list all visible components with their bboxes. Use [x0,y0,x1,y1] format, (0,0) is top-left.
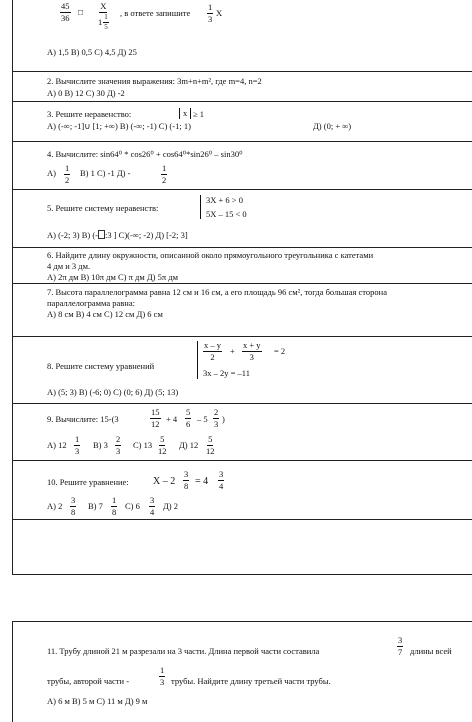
fraction: X 1 1 5 [98,1,108,31]
answers: А) (-2; 3) В) (- :3 ] С)(-∞; -2) Д) [-2; 3] [47,230,188,240]
question-text-line-1: 6. Найдите длину окружности, описанной около прямоугольного треугольника с катетами [47,250,374,260]
question-text-line-2: 4 дм и 3 дм. [47,261,91,271]
system-brace [200,195,205,219]
table-empty-space [13,520,472,575]
answers: А) (-∞; -1]∪ [1; +∞) В) (-∞; -1) С) (-1; 1) [47,121,191,131]
fraction: 3 8 [184,469,189,491]
box-placeholder [98,230,105,239]
fraction: x – y 2 [204,340,221,362]
question-text: 9. Вычислите: 15-(3 [47,414,119,424]
question-text-line-2: параллелограмма равна: [47,298,135,308]
close-paren: ) [222,414,225,424]
variable: X [216,8,223,18]
question-text: 5. Решите систему неравенств: [47,203,159,213]
answer-d: Д) (0; + ∞) [313,121,352,131]
modulus: x [179,108,191,119]
fraction: 3 4 [219,469,224,491]
fraction: 3 4 [150,495,155,517]
system-brace [197,341,202,379]
inequality-rhs: ≥ 1 [193,109,205,119]
question-text: 4. Вычислите: sin64⁰ * cos26⁰ + cos64⁰*sin26⁰ – sin30⁰ [47,149,243,159]
answers: А) 8 см В) 4 см С) 12 см Д) 6 см [47,309,163,319]
equation-1-rhs: = 2 [274,346,286,356]
answer-d: Д) 12 [179,440,199,450]
inequality-2: 5X – 15 < 0 [206,209,247,219]
instruction: , в ответе запишите [120,8,191,18]
operator: + 4 [166,414,178,424]
question-1 [13,0,472,72]
question-text: 10. Решите уравнение: [47,477,129,487]
question-5 [13,190,472,248]
fraction: 5 12 [206,434,215,456]
answers: А) 1,5 В) 0,5 С) 4,5 Д) 25 [47,47,137,57]
fraction: 5 6 [186,407,191,429]
question-text: 2. Вычислите значения выражения: 3m+n+m², где m=4, n=2 [47,76,262,86]
answer-b: В) 3 [93,440,108,450]
question-text: 3. Решите неравенство: [47,109,132,119]
question-7 [13,284,472,337]
question-text-line-1: 7. Высота параллелограмма равна 12 см и 16 см, а его площадь 96 см², тогда большая сторона [47,287,387,297]
question-3 [13,102,472,142]
question-text-line-1: 11. Трубу длиной 21 м разрезали на 3 части. Длина первой части составила [47,646,320,656]
answer-a-label: А) [47,168,56,178]
answer-a: А) 2 [47,501,63,511]
fraction: 3 7 [398,635,403,657]
answer-b: В) 7 [88,501,103,511]
fraction: 15 12 [151,407,160,429]
question-10 [13,461,472,520]
question-text-line-2-end: трубы. Найдите длину третьей части трубы. [171,676,331,686]
fraction: 2 3 [116,434,121,456]
questions-table [12,0,472,575]
question-11-table [12,621,472,722]
operator: – 5 [197,414,208,424]
question-8 [13,337,472,404]
question-text-line-2: трубы, авторой части - [47,676,130,686]
fraction: 1 3 [160,665,165,687]
plus-sign: + [230,346,235,356]
question-text: 8. Решите систему уравнений [47,361,155,371]
fraction: 1 3 [75,434,80,456]
fraction: 1 2 [162,163,167,185]
question-4 [13,142,472,190]
fraction: 2 3 [214,407,219,429]
answers: А) 6 м В) 5 м С) 11 м Д) 9 м [47,696,148,706]
answers: А) (5; 3) В) (-6; 0) С) (0; 6) Д) (5; 13) [47,387,179,397]
question-6 [13,248,472,284]
question-text-line-1-end: длины всей [410,646,452,656]
fraction: 3 8 [71,495,76,517]
answer-c: С) 13 [133,440,153,450]
question-11 [13,622,472,722]
fraction: 45 36 [61,1,70,23]
answers: В) 1 С) -1 Д) - [80,168,131,178]
answer-a: А) 12 [47,440,67,450]
answers: А) 0 В) 12 С) 30 Д) -2 [47,88,125,98]
equation-left: X – 2 [153,476,176,487]
box-placeholder: □ [78,7,84,17]
fraction: x + y 3 [243,340,261,362]
equation-2: 3x – 2y = –11 [203,368,250,378]
answer-d: Д) 2 [163,501,179,511]
inequality-1: 3X + 6 > 0 [206,195,243,205]
question-2 [13,72,472,102]
fraction: 1 2 [65,163,70,185]
fraction: 5 12 [158,434,167,456]
question-9 [13,404,472,461]
fraction: 1 8 [112,495,117,517]
answers: А) 2π дм В) 10π дм С) π дм Д) 5π дм [47,272,178,282]
fraction: 1 3 [208,2,213,24]
answer-c: С) 6 [125,501,140,511]
equation-mid: = 4 [195,476,209,487]
